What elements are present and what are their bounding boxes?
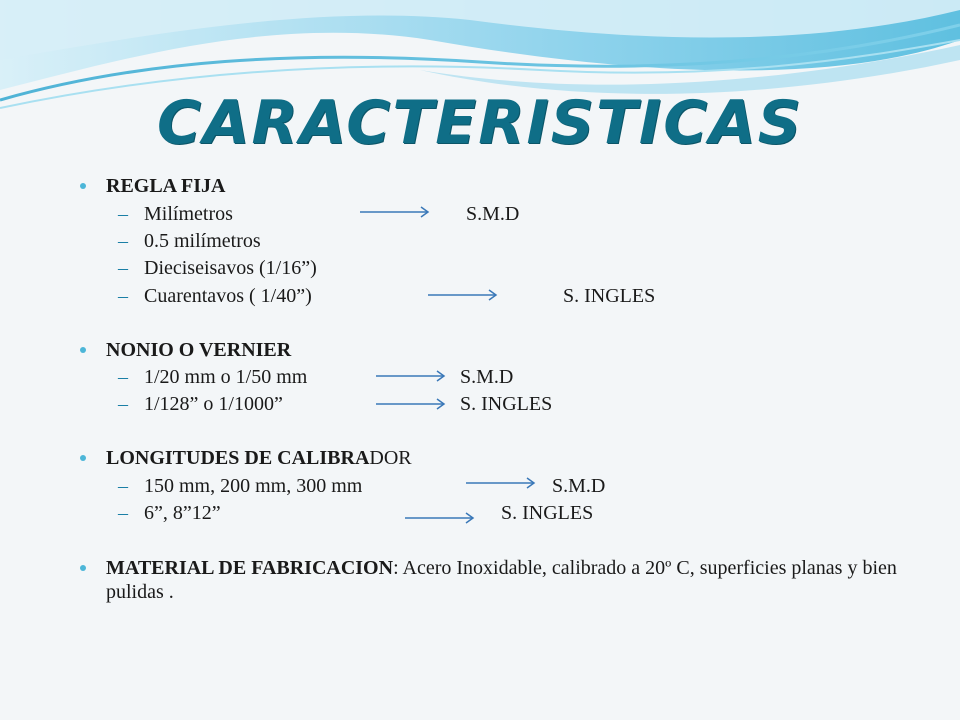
bullet-icon [80, 347, 86, 353]
arrow-right-icon [376, 398, 446, 410]
system-label: S.M.D [466, 203, 520, 225]
bullet-icon [80, 183, 86, 189]
list-item: 1/128” o 1/1000” [144, 393, 283, 415]
system-label: S. INGLES [563, 285, 656, 307]
section-heading-nonio: NONIO O VERNIER [106, 339, 292, 361]
section-material [106, 556, 906, 604]
list-item: Milímetros [144, 203, 233, 225]
list-item: 6”, 8”12” [144, 502, 221, 524]
list-item: 150 mm, 200 mm, 300 mm [144, 475, 363, 497]
system-label: S.M.D [460, 366, 514, 388]
dash-icon: – [118, 230, 128, 252]
dash-icon: – [118, 203, 128, 225]
bullet-icon [80, 565, 86, 571]
system-label: S.M.D [552, 475, 606, 497]
dash-icon: – [118, 285, 128, 307]
section-heading-longitudes [106, 446, 412, 470]
list-item: Cuarentavos ( 1/40”) [144, 285, 312, 307]
material-heading: MATERIAL DE FABRICACION [106, 557, 394, 579]
system-label: S. INGLES [460, 393, 553, 415]
list-item: 1/20 mm o 1/50 mm [144, 366, 308, 388]
arrow-right-icon [360, 206, 430, 218]
system-label: S. INGLES [501, 502, 594, 524]
heading-bold-part: LONGITUDES DE CALIBRA [106, 447, 370, 469]
slide-title: CARACTERISTICAS [157, 88, 803, 158]
list-item: Dieciseisavos (1/16”) [144, 257, 317, 279]
arrow-right-icon [428, 289, 498, 301]
bullet-icon [80, 455, 86, 461]
heading-rest-part: DOR [369, 447, 412, 469]
arrow-right-icon [376, 370, 446, 382]
dash-icon: – [118, 257, 128, 279]
dash-icon: – [118, 366, 128, 388]
list-item: 0.5 milímetros [144, 230, 261, 252]
material-description: : Acero Inoxidable, calibrado a 20º C, superficies planas y bien pulidas . [106, 557, 897, 603]
dash-icon: – [118, 475, 128, 497]
arrow-right-icon [466, 477, 536, 489]
arrow-right-icon [405, 512, 475, 524]
dash-icon: – [118, 502, 128, 524]
dash-icon: – [118, 393, 128, 415]
section-heading-regla-fija: REGLA FIJA [106, 175, 226, 197]
